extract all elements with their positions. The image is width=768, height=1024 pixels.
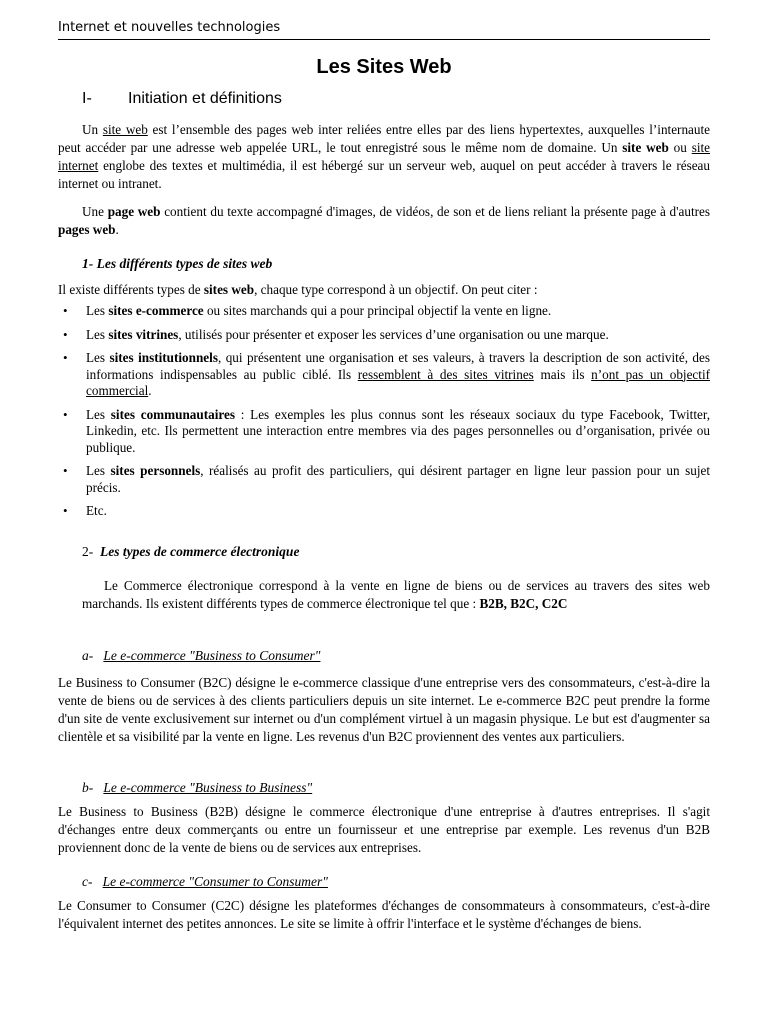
section-number: I- (82, 90, 92, 107)
section-title: Initiation et définitions (128, 90, 282, 107)
subsection-c-text: Le Consumer to Consumer (C2C) désigne les plateformes d'échanges de consommateurs à consommateurs, c'est-à-dire l'équivalent internet des petites annonces. Le site se limite à offrir l'interface et le système d'échanges de biens. (58, 898, 710, 931)
list-item: • Les sites vitrines, utilisés pour présenter et exposer les services d’une organisation ou une marque. (58, 327, 710, 344)
page-header: Internet et nouvelles technologies (58, 19, 710, 40)
intro-paragraph-1: Un site web est l’ensemble des pages web inter reliées entre elles par des liens hypertextes, auxquelles l’internaute peut accéder par une adresse web appelée URL, le tout enregistré sous le même nom de domaine. Un site web ou site internet englobe des textes et multimédia, il est hébergé sur un serveur web, auquel on peut accéder à travers le réseau internet ou intranet. (58, 122, 711, 191)
commerce-intro: Le Commerce électronique correspond à la vente en ligne de biens ou de services au travers des sites web marchands. Ils existent différents types de commerce électronique tel que : B2B, B2C, C2C (82, 578, 710, 611)
subsection-c-heading: c- Le e-commerce "Consumer to Consumer" (82, 874, 328, 889)
subsection-a-text: Le Business to Consumer (B2C) désigne le e-commerce classique d'une entreprise vers des consommateurs, c'est-à-dire la vente de biens ou de services à des clients particuliers depuis un site internet. Le e-commerce B2C peut prendre la forme d'un site de vente exclusivement sur internet ou d'un complément virtuel à un magasin physique. Le but est d'augmenter sa clientèle et sa visibilité par la vente en ligne. Les revenus d'un B2C proviennent des ventes aux particuliers. (58, 675, 710, 744)
section-heading (82, 90, 282, 108)
subsection-a-heading: a- Le e-commerce "Business to Consumer" (82, 648, 321, 663)
list-item: • Les sites personnels, réalisés au profit des particuliers, qui désirent partager en ligne leur passion pour un sujet précis. (58, 463, 710, 496)
page-title: Les Sites Web (316, 56, 452, 78)
types-lead: Il existe différents types de sites web, chaque type correspond à un objectif. On peut citer : (58, 282, 538, 297)
subsection-b-text: Le Business to Business (B2B) désigne le commerce électronique d'une entreprise à d'autres entreprises. Il s'agit d'échanges entre deux commerçants ou entre un fournisseur et une entreprise par exemple. Les revenus d'un B2B proviennent donc de la vente de biens ou de services aux entreprises. (58, 804, 710, 855)
commerce-heading: 2- Les types de commerce électronique (82, 544, 300, 559)
site-web-term: site web (102, 122, 148, 137)
site-types-list (58, 303, 710, 527)
list-item: • Les sites institutionnels, qui présentent une organisation et ses valeurs, à travers la description de son activité, des informations indispensables au public ciblé. Ils ressemblent à des sites vitrines mais ils n’ont pas un objectif commercial. (58, 350, 710, 400)
intro-paragraph-2: Une page web contient du texte accompagné d'images, de vidéos, de son et de liens reliant la présente page à d'autres pages web. (58, 204, 711, 237)
list-item: • Etc. (58, 503, 710, 520)
list-item: • Les sites communautaires : Les exemples les plus connus sont les réseaux sociaux du type Facebook, Twitter, Linkedin, etc. Ils permettent une interaction entre membres via des pages personnelles ou d’organisation, privée ou publique. (58, 407, 710, 457)
list-item: • Les sites e-commerce ou sites marchands qui a pour principal objectif la vente en ligne. (58, 303, 710, 320)
subsection-b-heading: b- Le e-commerce "Business to Business" (82, 780, 313, 795)
site-internet-term: site internet (58, 140, 711, 173)
types-heading: 1- Les différents types de sites web (82, 256, 273, 271)
